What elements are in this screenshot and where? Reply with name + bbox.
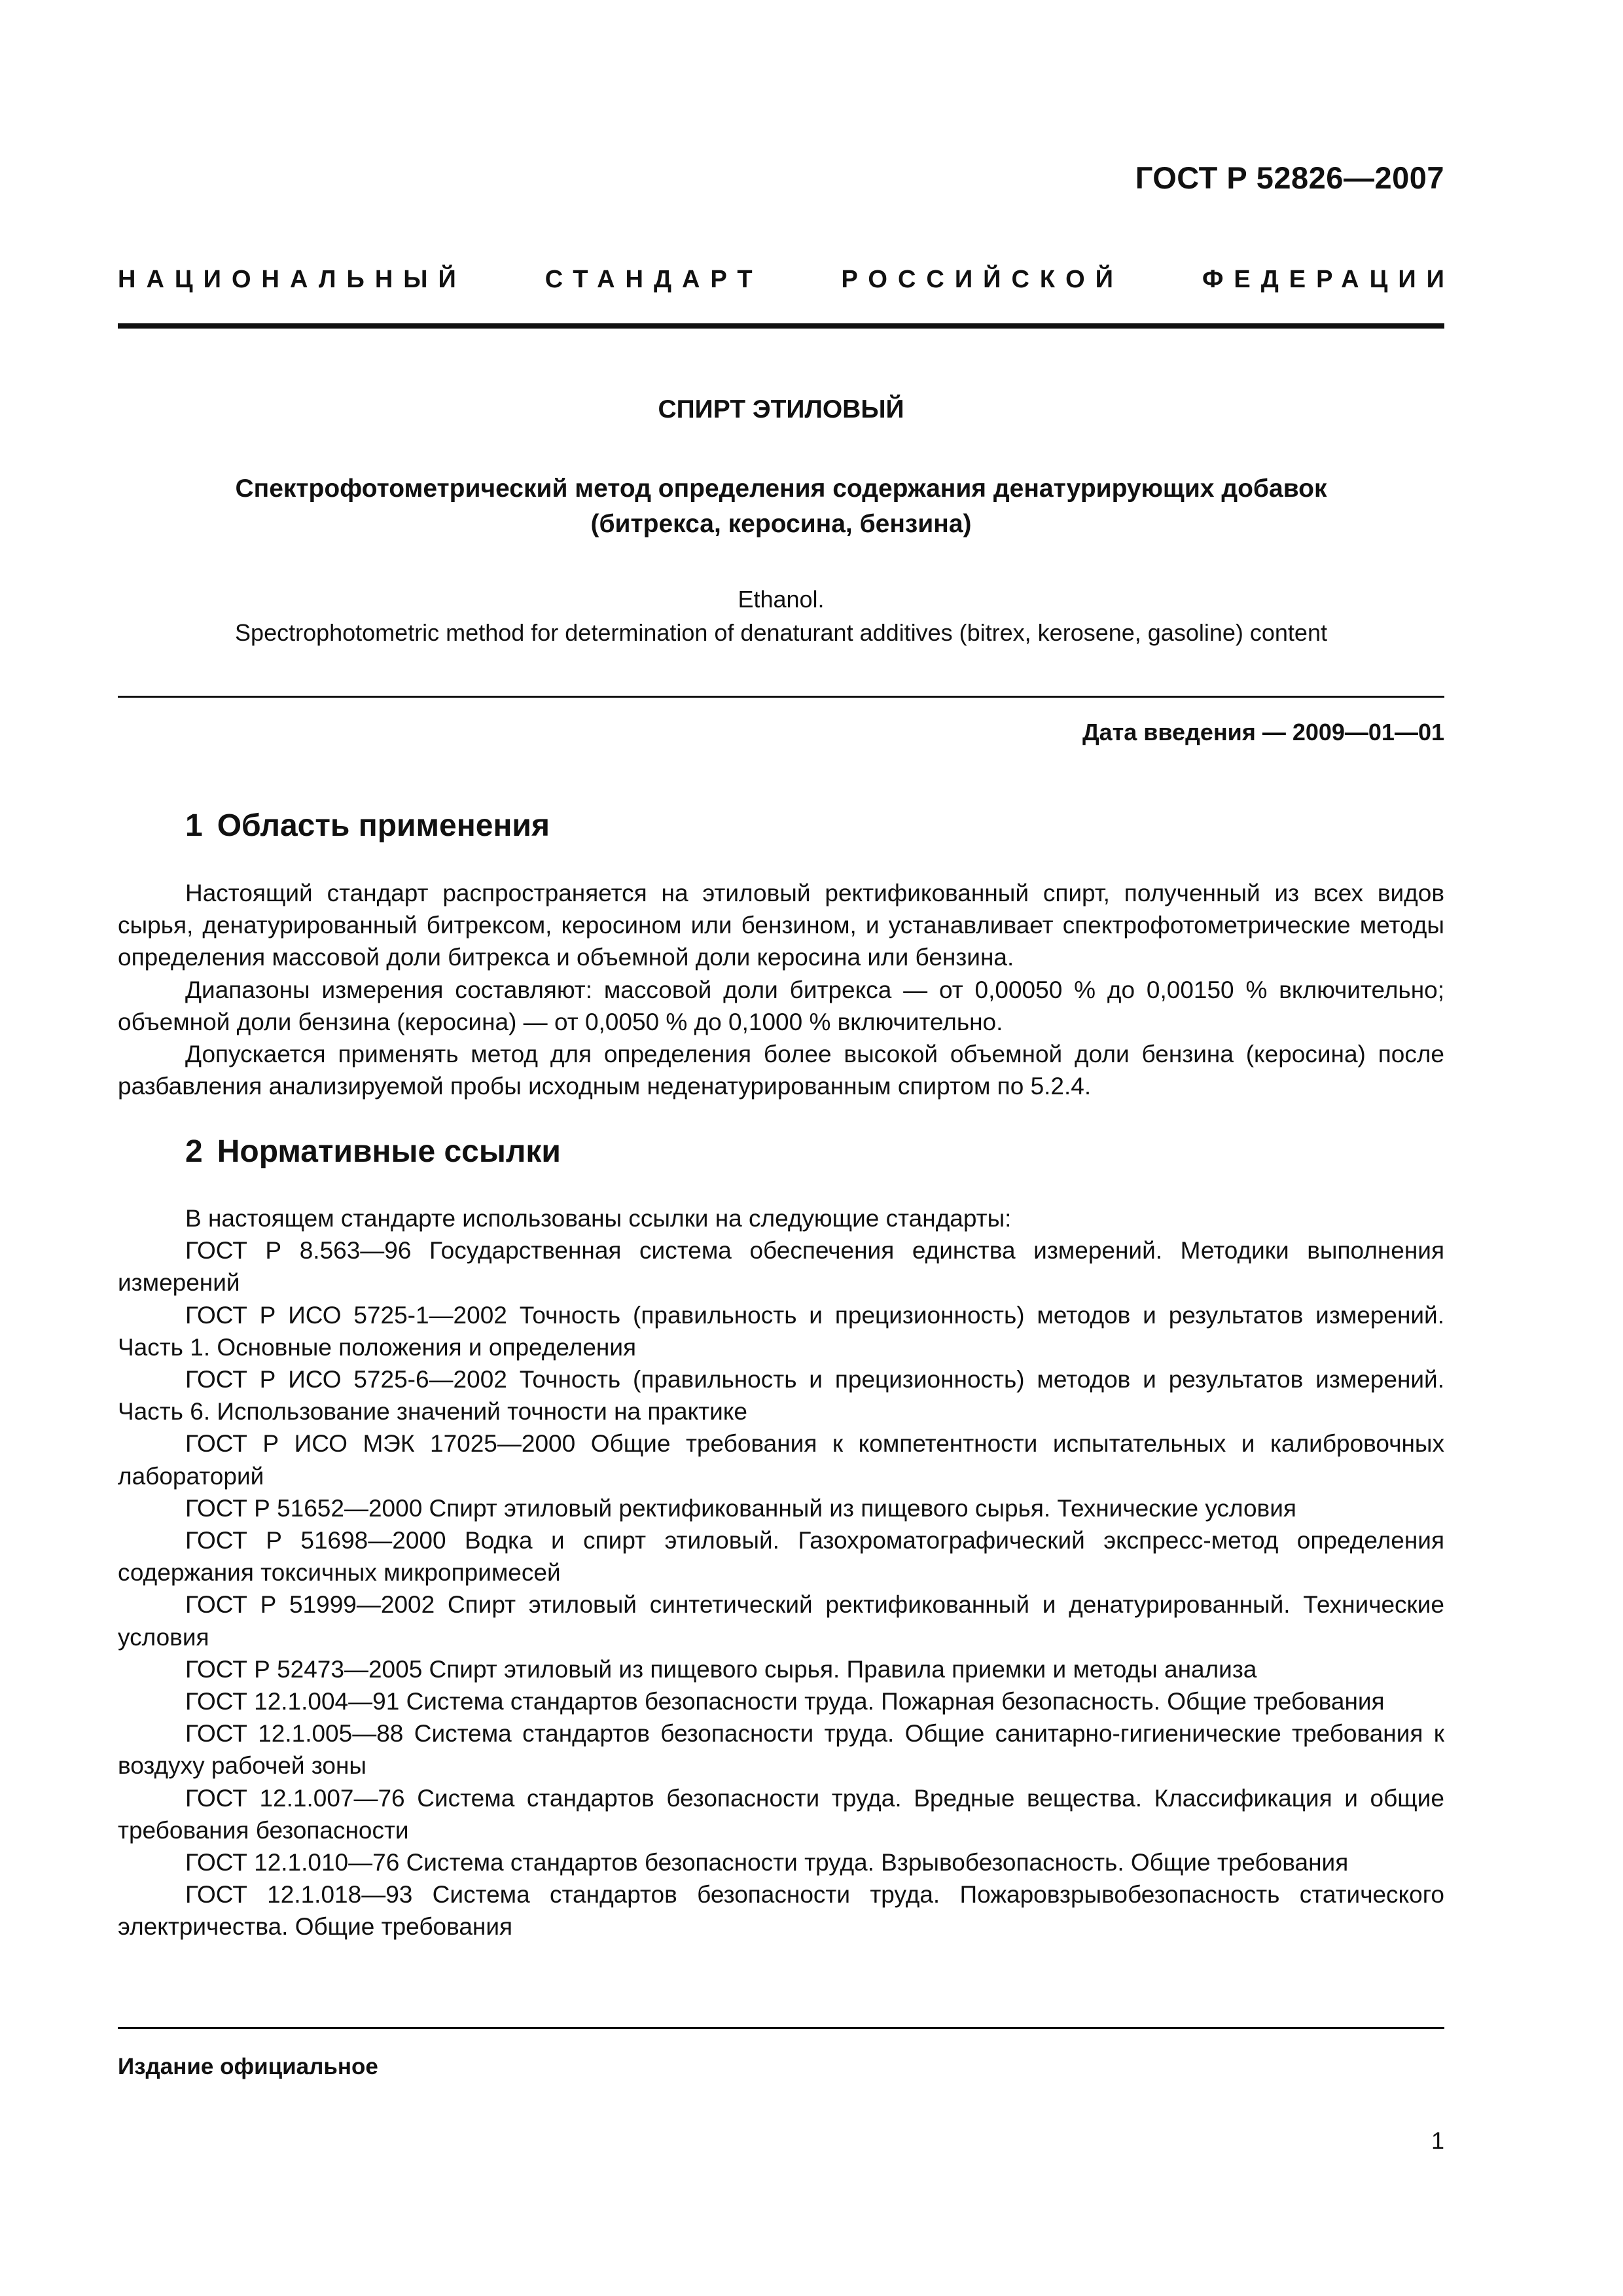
banner-word: СТАНДАРТ [544,266,763,293]
footer-divider [118,2027,1444,2029]
document-subtitle [118,471,1444,542]
section-body-references [118,1202,1444,1943]
english-title-line: Spectrophotometric method for determination of denaturant additives (bitrex, kerosene, gasoline) content [235,619,1327,646]
english-title [118,583,1444,649]
reference-item: ГОСТ 12.1.007—76 Система стандартов безопасности труда. Вредные вещества. Классификация и общие требования безопасности [118,1784,1444,1844]
reference-item: ГОСТ Р 51652—2000 Спирт этиловый ректификованный из пищевого сырья. Технические условия [185,1494,1296,1522]
english-title-line: Ethanol. [738,586,825,613]
reference-item: ГОСТ Р ИСО МЭК 17025—2000 Общие требования к компетентности испытательных и калибровочных лабораторий [118,1430,1444,1490]
subtitle-line: Спектрофотометрический метод определения содержания денатурирующих добавок [235,475,1327,503]
reference-item: ГОСТ Р ИСО 5725-6—2002 Точность (правильность и прецизионность) методов и результатов измерений. Часть 6. Использование значений точности на практике [118,1366,1444,1426]
section-heading-references [185,1134,561,1170]
title-divider [118,696,1444,698]
reference-item: ГОСТ 12.1.018—93 Система стандартов безопасности труда. Пожаровзрывобезопасность статического электричества. Общие требования [118,1881,1444,1941]
paragraph: Диапазоны измерения составляют: массовой доли битрекса — от 0,00050 % до 0,00150 % включительно; объемной доли бензина (керосина) — от 0,0050 % до 0,1000 % включительно. [118,976,1444,1035]
reference-item: ГОСТ Р 51698—2000 Водка и спирт этиловый. Газохроматографический экспресс-метод определения содержания токсичных микропримесей [118,1527,1444,1587]
header-divider [118,323,1444,329]
paragraph: Допускается применять метод для определения более высокой объемной доли бензина (керосина) после разбавления анализируемой пробы исходным неденатурированным спиртом по 5.2.4. [118,1041,1444,1100]
reference-item: ГОСТ Р 8.563—96 Государственная система обеспечения единства измерений. Методики выполнения измерений [118,1237,1444,1297]
date-of-introduction: Дата введения — 2009—01—01 [1082,719,1444,745]
reference-item: ГОСТ 12.1.005—88 Система стандартов безопасности труда. Общие санитарно-гигиенические требования к воздуху рабочей зоны [118,1720,1444,1780]
section-title: Нормативные ссылки [217,1134,561,1169]
section-body-scope [118,877,1444,1102]
reference-item: ГОСТ Р 52473—2005 Спирт этиловый из пищевого сырья. Правила приемки и методы анализа [185,1655,1257,1683]
section-heading-scope [185,808,550,844]
document-number: ГОСТ Р 52826—2007 [1135,160,1444,195]
document-title: СПИРТ ЭТИЛОВЫЙ [658,395,904,423]
paragraph: В настоящем стандарте использованы ссылки на следующие стандарты: [185,1205,1012,1232]
official-edition-label: Издание официальное [118,2054,378,2079]
subtitle-line: (битрекса, керосина, бензина) [590,510,972,538]
banner-word: ФЕДЕРАЦИИ [1202,266,1455,293]
paragraph: Настоящий стандарт распространяется на этиловый ректификованный спирт, полученный из всех видов сырья, денатурированный битрексом, керосином или бензином, и устанавливает спектрофотометрические методы определения массовой доли битрекса и объемной доли керосина или бензина. [118,880,1444,971]
reference-item: ГОСТ 12.1.004—91 Система стандартов безопасности труда. Пожарная безопасность. Общие требования [185,1688,1385,1715]
national-standard-banner [118,266,1455,294]
reference-item: ГОСТ Р ИСО 5725-1—2002 Точность (правильность и прецизионность) методов и результатов измерений. Часть 1. Основные положения и определения [118,1301,1444,1361]
banner-word: РОССИЙСКОЙ [841,266,1124,293]
banner-word: НАЦИОНАЛЬНЫЙ [118,266,467,293]
section-number: 1 [185,808,203,843]
section-number: 2 [185,1134,203,1169]
reference-item: ГОСТ Р 51999—2002 Спирт этиловый синтетический ректификованный и денатурированный. Технические условия [118,1591,1444,1651]
page-number: 1 [1431,2127,1444,2154]
section-title: Область применения [217,808,550,843]
reference-item: ГОСТ 12.1.010—76 Система стандартов безопасности труда. Взрывобезопасность. Общие требования [185,1849,1349,1876]
